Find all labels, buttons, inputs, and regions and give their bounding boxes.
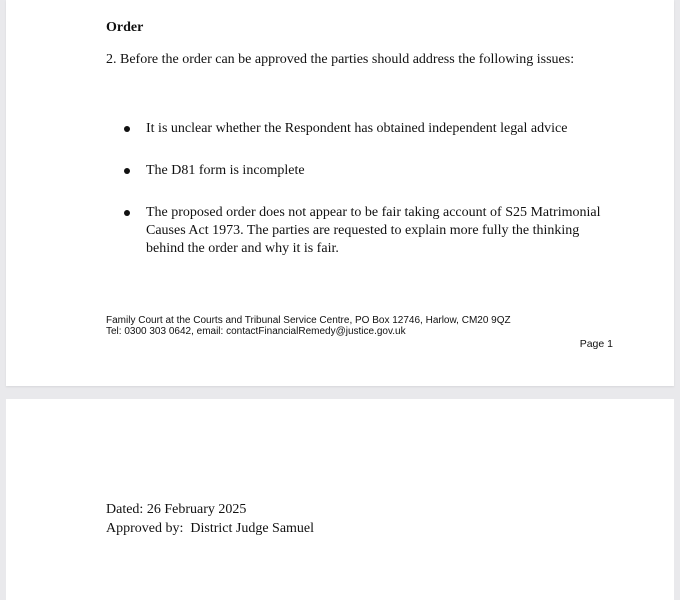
dated-line: Dated: 26 February 2025 bbox=[106, 502, 247, 517]
issue-text: The D81 form is incomplete bbox=[146, 163, 305, 178]
issue-item bbox=[106, 120, 606, 138]
footer-address: Family Court at the Courts and Tribunal Service Centre, PO Box 12746, Harlow, CM20 9QZ bbox=[106, 315, 511, 326]
issues-list bbox=[106, 120, 606, 258]
issue-text: It is unclear whether the Respondent has obtained independent legal advice bbox=[146, 121, 568, 136]
bullet-icon bbox=[124, 126, 130, 132]
page-number: Page 1 bbox=[579, 338, 613, 350]
order-intro-paragraph: 2. Before the order can be approved the parties should address the following issues: bbox=[106, 52, 575, 67]
footer-contact: Tel: 0300 303 0642, email: contactFinancialRemedy@justice.gov.uk bbox=[106, 326, 406, 337]
issue-item bbox=[106, 204, 606, 258]
page-footer bbox=[106, 315, 511, 337]
issue-item bbox=[106, 162, 606, 180]
order-heading: Order bbox=[106, 20, 144, 35]
document-page-1 bbox=[6, 0, 674, 386]
bullet-icon bbox=[124, 168, 130, 174]
approved-by-line: Approved by: District Judge Samuel bbox=[106, 521, 315, 536]
document-page-2 bbox=[6, 399, 674, 600]
issue-text: The proposed order does not appear to be fair taking account of S25 Matrimonial Causes Act 1973. The parties are requested to explain more fully the thinking behind the order and why it is fair. bbox=[146, 205, 601, 256]
bullet-icon bbox=[124, 210, 130, 216]
signature-block bbox=[106, 500, 314, 538]
